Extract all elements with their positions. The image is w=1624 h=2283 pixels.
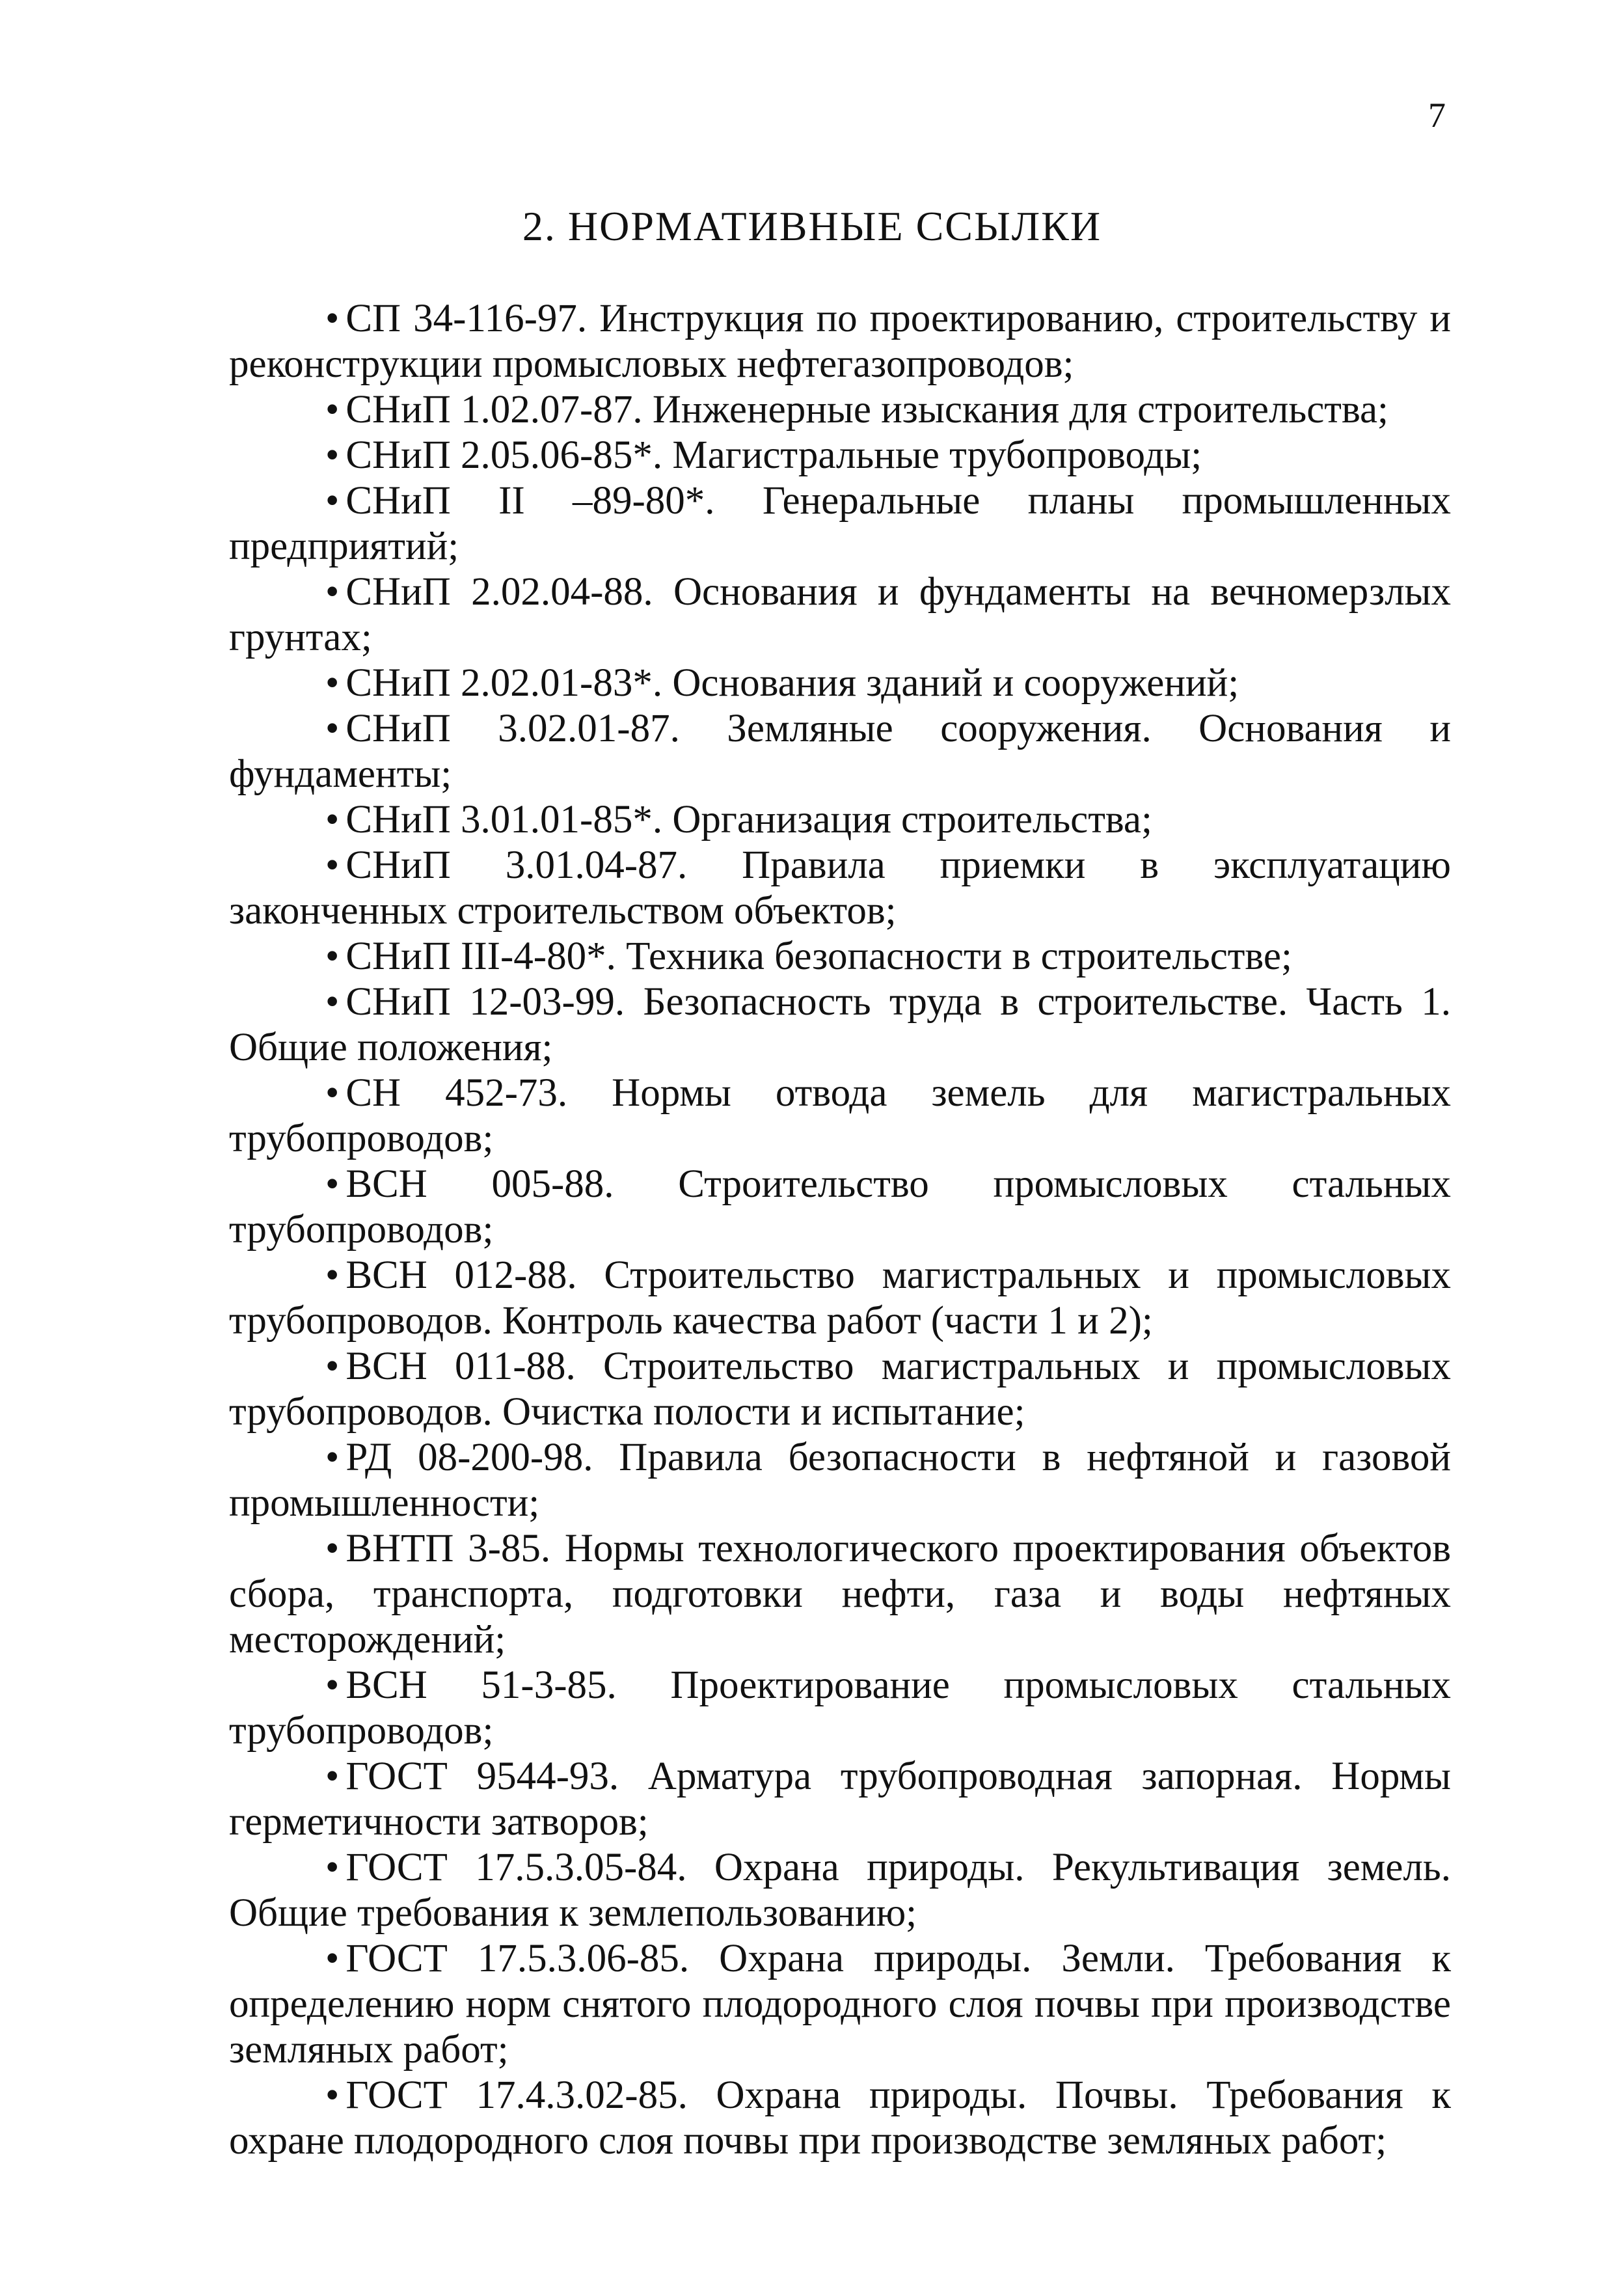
- reference-item: [229, 387, 1451, 433]
- reference-text: ВСН 005-88. Строительство промысловых стальных трубопроводов;: [229, 1162, 1451, 1251]
- reference-item: [229, 2073, 1451, 2164]
- bullet-icon: •: [325, 1937, 340, 1980]
- reference-text: СНиП 2.02.01-83*. Основания зданий и сооружений;: [345, 661, 1239, 705]
- page-number: 7: [1428, 96, 1446, 135]
- reference-item: [229, 934, 1451, 979]
- section-title: 2. НОРМАТИВНЫЕ ССЫЛКИ: [522, 203, 1102, 249]
- reference-text: ВСН 51-3-85. Проектирование промысловых стальных трубопроводов;: [229, 1663, 1451, 1753]
- reference-item: [229, 1253, 1451, 1344]
- reference-text: СНиП 2.02.04-88. Основания и фундаменты на вечномерзлых грунтах;: [229, 570, 1451, 659]
- reference-text: СНиП 2.05.06-85*. Магистральные трубопроводы;: [345, 433, 1202, 477]
- reference-item: [229, 797, 1451, 843]
- bullet-icon: •: [325, 843, 340, 887]
- bullet-icon: •: [325, 661, 340, 705]
- reference-item: [229, 1936, 1451, 2073]
- reference-text: СНиП 3.02.01-87. Земляные сооружения. Основания и фундаменты;: [229, 707, 1451, 796]
- reference-text: СНиП 3.01.04-87. Правила приемки в эксплуатацию законченных строительством объектов;: [229, 843, 1451, 933]
- reference-item: [229, 478, 1451, 569]
- bullet-icon: •: [325, 1162, 340, 1206]
- bullet-icon: •: [325, 935, 340, 978]
- bullet-icon: •: [325, 1345, 340, 1388]
- bullet-icon: •: [325, 1436, 340, 1479]
- reference-item: [229, 706, 1451, 797]
- reference-item: [229, 1754, 1451, 1845]
- reference-item: [229, 296, 1451, 387]
- references-list: [229, 296, 1451, 2164]
- reference-text: ВНТП 3-85. Нормы технологического проектирования объектов сбора, транспорта, подготовки нефти, газа и воды нефтяных месторождений;: [229, 1527, 1451, 1661]
- reference-text: ГОСТ 17.4.3.02-85. Охрана природы. Почвы. Требования к охране плодородного слоя почвы при производстве земляных работ;: [229, 2073, 1451, 2163]
- reference-text: ВСН 012-88. Строительство магистральных и промысловых трубопроводов. Контроль качества работ (части 1 и 2);: [229, 1253, 1451, 1343]
- bullet-icon: •: [325, 570, 340, 614]
- reference-text: ГОСТ 17.5.3.06-85. Охрана природы. Земли. Требования к определению норм снятого плодородного слоя почвы при производстве земляных работ;: [229, 1937, 1451, 2071]
- reference-item: [229, 843, 1451, 934]
- reference-item: [229, 1845, 1451, 1936]
- reference-text: СНиП III-4-80*. Техника безопасности в строительстве;: [345, 935, 1292, 978]
- reference-item: [229, 979, 1451, 1071]
- bullet-icon: •: [325, 1527, 340, 1570]
- reference-item: [229, 433, 1451, 478]
- reference-text: СНиП 12-03-99. Безопасность труда в строительстве. Часть 1. Общие положения;: [229, 980, 1451, 1069]
- reference-text: ГОСТ 17.5.3.05-84. Охрана природы. Рекультивация земель. Общие требования к землепользованию;: [229, 1846, 1451, 1935]
- reference-text: СНиП 3.01.01-85*. Организация строительства;: [345, 798, 1152, 841]
- reference-item: [229, 661, 1451, 706]
- reference-item: [229, 1162, 1451, 1253]
- reference-text: СН 452-73. Нормы отвода земель для магистральных трубопроводов;: [229, 1071, 1451, 1160]
- bullet-icon: •: [325, 1846, 340, 1889]
- reference-text: ВСН 011-88. Строительство магистральных и промысловых трубопроводов. Очистка полости и испытание;: [229, 1345, 1451, 1434]
- bullet-icon: •: [325, 388, 340, 431]
- reference-item: [229, 1071, 1451, 1162]
- reference-item: [229, 1663, 1451, 1754]
- reference-text: СП 34-116-97. Инструкция по проектированию, строительству и реконструкции промысловых нефтегазопроводов;: [229, 297, 1451, 386]
- reference-item: [229, 1344, 1451, 1435]
- bullet-icon: •: [325, 1755, 340, 1798]
- bullet-icon: •: [325, 479, 340, 523]
- reference-item: [229, 1435, 1451, 1526]
- bullet-icon: •: [325, 707, 340, 750]
- reference-item: [229, 569, 1451, 661]
- bullet-icon: •: [325, 798, 340, 841]
- reference-text: СНиП 1.02.07-87. Инженерные изыскания для строительства;: [345, 388, 1388, 431]
- bullet-icon: •: [325, 2073, 340, 2117]
- bullet-icon: •: [325, 297, 340, 340]
- bullet-icon: •: [325, 980, 340, 1024]
- reference-text: ГОСТ 9544-93. Арматура трубопроводная запорная. Нормы герметичности затворов;: [229, 1755, 1451, 1844]
- bullet-icon: •: [325, 1071, 340, 1115]
- reference-item: [229, 1526, 1451, 1663]
- reference-text: СНиП II –89-80*. Генеральные планы промышленных предприятий;: [229, 479, 1451, 568]
- bullet-icon: •: [325, 433, 340, 477]
- bullet-icon: •: [325, 1253, 340, 1297]
- bullet-icon: •: [325, 1663, 340, 1707]
- reference-text: РД 08-200-98. Правила безопасности в нефтяной и газовой промышленности;: [229, 1436, 1451, 1525]
